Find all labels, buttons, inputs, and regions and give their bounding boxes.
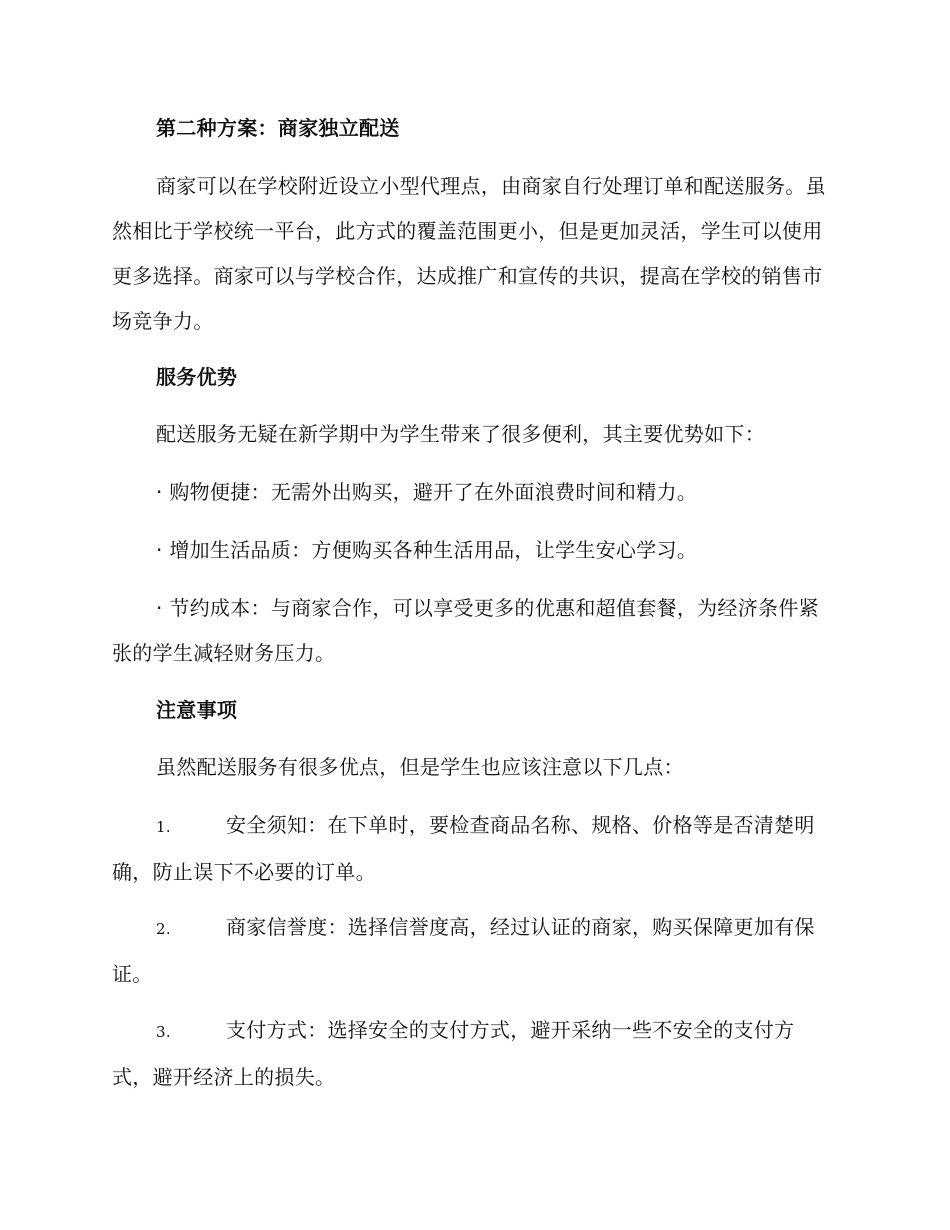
section-heading-advantages: 服务优势 [156, 365, 238, 389]
numbered-item-3 [112, 1008, 832, 1100]
list-item-bullet-2: · 增加生活品质：方便购买各种生活用品，让学生安心学习。 [156, 538, 698, 562]
paragraph-notes-intro: 虽然配送服务有很多优点，但是学生也应该注意以下几点： [156, 755, 684, 779]
list-item-bullet-3: · 节约成本：与商家合作，可以享受更多的优惠和超值套餐，为经济条件紧张的学生减轻财务压力。 [112, 596, 819, 665]
list-item-bullet-1: · 购物便捷：无需外出购买，避开了在外面浪费时间和精力。 [156, 480, 698, 504]
item-number: 3. [156, 1023, 171, 1041]
numbered-item-2 [112, 905, 832, 997]
numbered-item-1 [112, 803, 832, 895]
paragraph-plan2: 商家可以在学校附近设立小型代理点，由商家自行处理订单和配送服务。虽然相比于学校统一平台，此方式的覆盖范围更小，但是更加灵活，学生可以使用更多选择。商家可以与学校合作，达成推广和宣传的共识，提高在学校的销售市场竞争力。 [112, 174, 826, 333]
item-text: 商家信誉度：选择信誉度高，经过认证的商家，购买保障更加有保证。 [112, 915, 815, 986]
item-text: 支付方式：选择安全的支付方式，避开采纳一些不安全的支付方式，避开经济上的损失。 [112, 1018, 795, 1089]
item-number: 1. [156, 818, 171, 836]
item-text: 安全须知：在下单时，要检查商品名称、规格、价格等是否清楚明确，防止误下不必要的订单。 [112, 813, 815, 884]
item-number: 2. [156, 920, 171, 938]
section-heading-notes: 注意事项 [156, 698, 238, 722]
section-heading-plan2: 第二种方案：商家独立配送 [156, 116, 400, 140]
paragraph-advantages-intro: 配送服务无疑在新学期中为学生带来了很多便利，其主要优势如下： [156, 422, 765, 446]
